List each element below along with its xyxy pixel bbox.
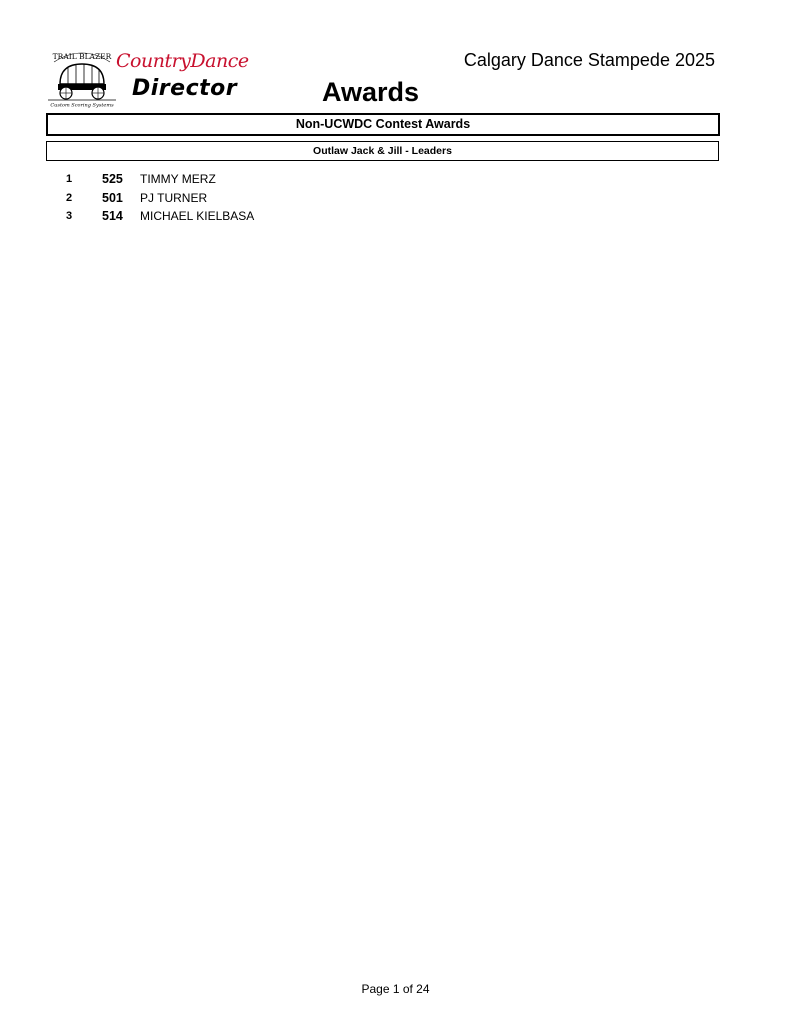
competitor-number: 501 <box>102 190 123 205</box>
page-title: Awards <box>322 77 420 107</box>
event-title: Calgary Dance Stampede 2025 <box>463 50 715 70</box>
logo-brand-director: Director <box>132 76 238 101</box>
results-list <box>46 170 716 226</box>
competitor-number: 525 <box>102 172 123 186</box>
section-header: Non-UCWDC Contest Awards <box>46 113 720 136</box>
svg-text:TRAIL BLAZER: TRAIL BLAZER <box>52 52 112 61</box>
competitor-name: TIMMY MERZ <box>140 172 216 186</box>
place-number: 3 <box>66 210 73 222</box>
list-item <box>46 170 716 189</box>
list-item <box>46 207 716 226</box>
division-header: Outlaw Jack & Jill - Leaders <box>46 141 719 161</box>
logo-brand-country-dance: CountryDance <box>116 50 249 72</box>
competitor-number: 514 <box>102 209 123 223</box>
list-item <box>46 189 716 208</box>
page-number: Page 1 of 24 <box>361 982 430 996</box>
svg-text:Custom Scoring Systems: Custom Scoring Systems <box>50 102 114 108</box>
covered-wagon-logo-icon <box>46 46 118 108</box>
competitor-name: MICHAEL KIELBASA <box>140 209 255 223</box>
logo <box>46 46 249 110</box>
place-number: 2 <box>66 191 73 204</box>
competitor-name: PJ TURNER <box>140 190 208 205</box>
place-number: 1 <box>66 173 73 185</box>
